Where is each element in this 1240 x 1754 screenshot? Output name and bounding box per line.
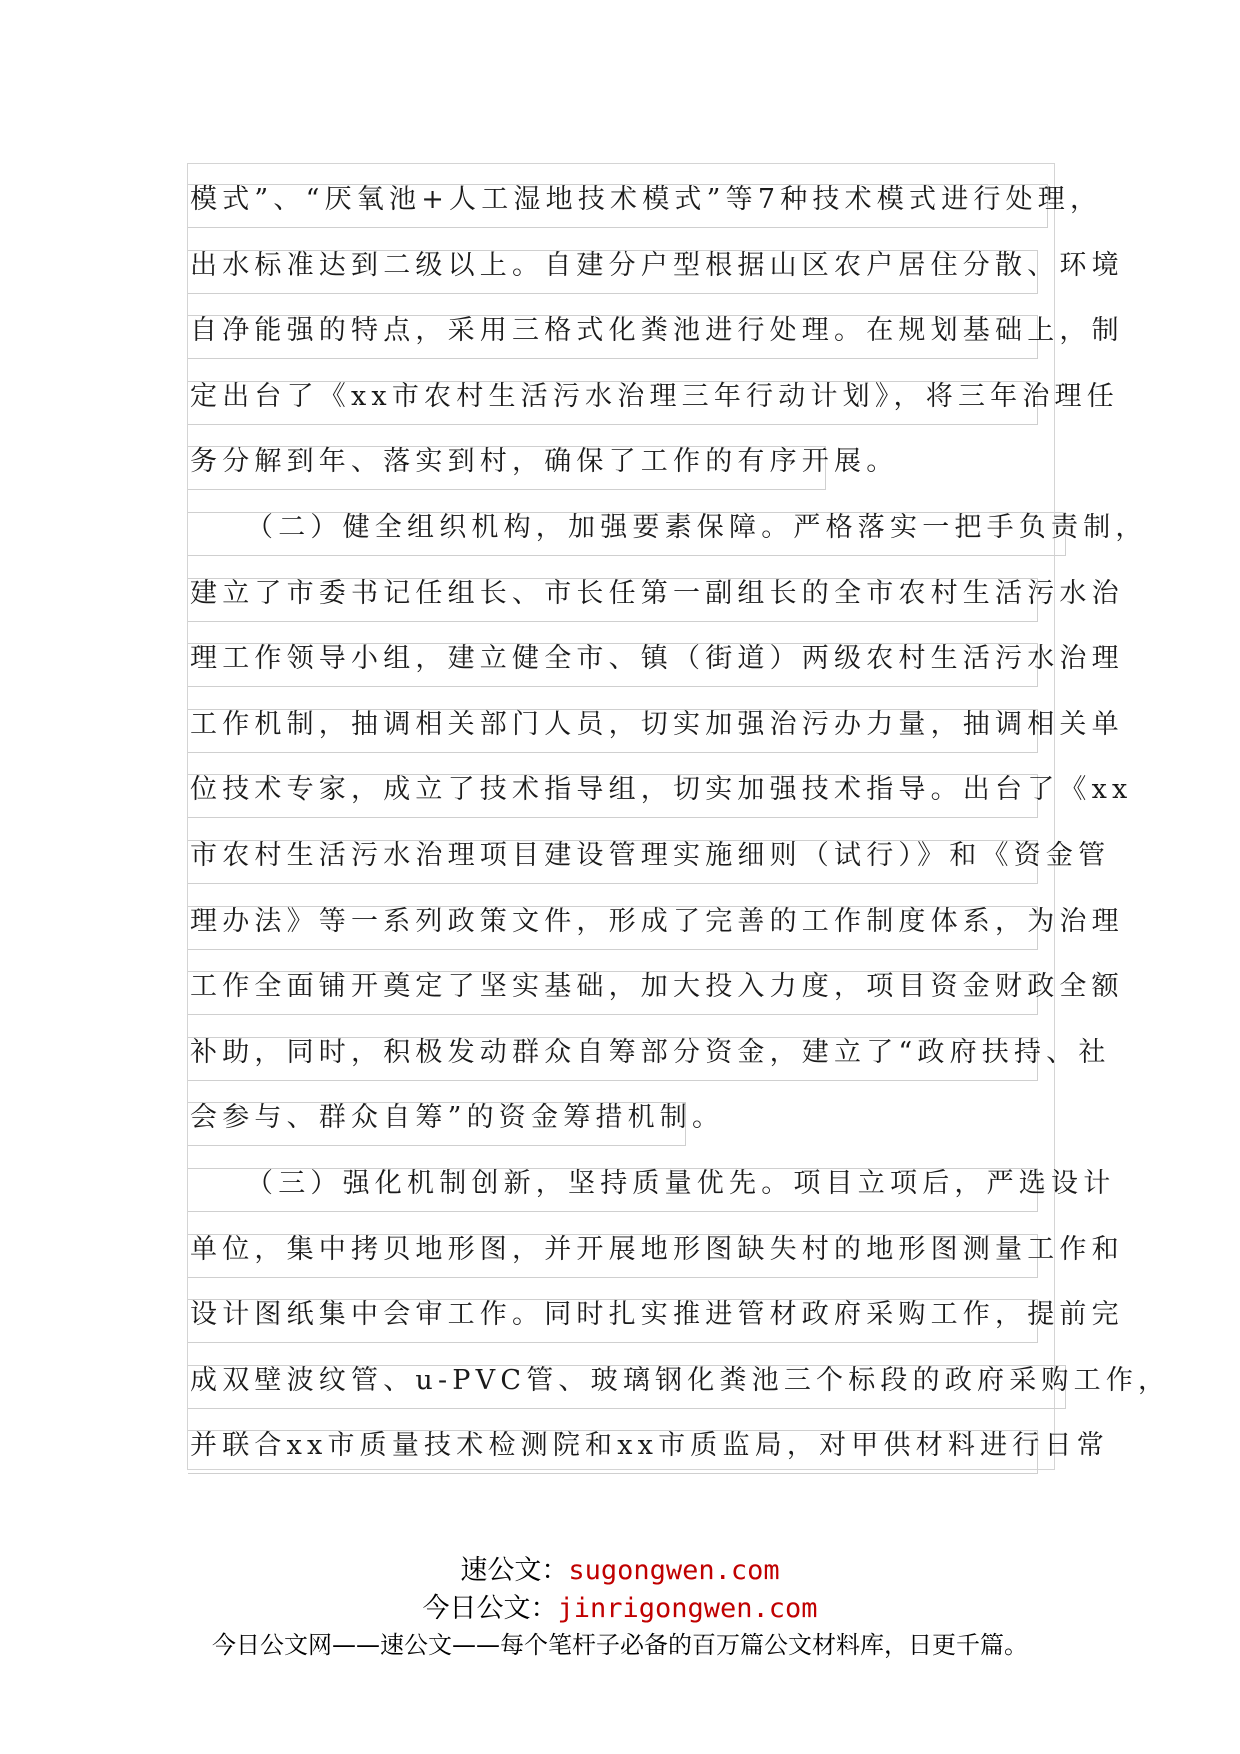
line-text: 工作全面铺开奠定了坚实基础，加大投入力度，项目资金财政全额 xyxy=(190,971,1124,1003)
text-line xyxy=(190,367,1119,433)
text-line xyxy=(190,629,1124,695)
text-line xyxy=(190,1351,1171,1417)
text-line xyxy=(190,826,1111,892)
line-text: 成双壁波纹管、u-PVC管、玻璃钢化粪池三个标段的政府采购工作， xyxy=(190,1364,1171,1396)
text-line xyxy=(190,957,1124,1023)
line-text: 定出台了《xx市农村生活污水治理三年行动计划》，将三年治理任 xyxy=(190,380,1119,412)
line-text: 单位，集中拷贝地形图，并开展地形图缺失村的地形图测量工作和 xyxy=(190,1233,1124,1265)
text-line xyxy=(190,498,1148,564)
line-text: 模式”、“厌氧池+人工湿地技术模式”等7种技术模式进行处理， xyxy=(190,184,1103,215)
line-text: （三）强化机制创新，坚持质量优先。项目立项后，严选设计 xyxy=(246,1167,1116,1199)
text-line xyxy=(190,432,1070,498)
jinrigongwen-link[interactable]: jinrigongwen.com xyxy=(557,1593,818,1624)
footer-jinrigongwen xyxy=(0,1586,1240,1625)
line-text: 位技术专家，成立了技术指导组，切实加强技术指导。出台了《xx xyxy=(190,774,1133,806)
footer-sugongwen xyxy=(0,1548,1240,1587)
text-line xyxy=(190,1023,1111,1089)
line-text: 建立了市委书记任组长、市长任第一副组长的全市农村生活污水治 xyxy=(190,577,1124,609)
text-line xyxy=(190,1220,1124,1286)
text-line xyxy=(190,1285,1124,1351)
line-text: 理工作领导小组，建立健全市、镇（街道）两级农村生活污水治理 xyxy=(190,643,1124,675)
text-line xyxy=(190,301,1124,367)
line-text: 理办法》等一系列政策文件，形成了完善的工作制度体系，为治理 xyxy=(190,905,1124,937)
line-text: （二）健全组织机构，加强要素保障。严格落实一把手负责制， xyxy=(246,511,1148,543)
footer-tagline: 今日公文网——速公文——每个笔杆子必备的百万篇公文材料库，日更千篇。 xyxy=(212,1631,1028,1659)
text-line xyxy=(190,1088,1070,1154)
text-line xyxy=(190,1154,1116,1220)
line-text: 补助，同时，积极发动群众自筹部分资金，建立了“政府扶持、社 xyxy=(190,1036,1111,1068)
line-text: 市农村生活污水治理项目建设管理实施细则（试行）》和《资金管 xyxy=(190,839,1111,871)
text-line xyxy=(190,564,1124,630)
text-line xyxy=(190,236,1124,302)
document-body xyxy=(190,170,1171,1482)
sugongwen-link[interactable]: sugongwen.com xyxy=(568,1555,780,1586)
line-text: 务分解到年、落实到村，确保了工作的有序开展。 xyxy=(190,446,899,478)
text-line xyxy=(190,1416,1109,1482)
line-text: 自净能强的特点，采用三格式化粪池进行处理。在规划基础上，制 xyxy=(190,315,1124,347)
text-line xyxy=(190,170,1103,236)
line-text: 会参与、群众自筹”的资金筹措机制。 xyxy=(190,1102,725,1134)
line-text: 工作机制，抽调相关部门人员，切实加强治污办力量，抽调相关单 xyxy=(190,708,1124,740)
line-text: 并联合xx市质量技术检测院和xx市质监局，对甲供材料进行日常 xyxy=(190,1430,1109,1462)
line-text: 设计图纸集中会审工作。同时扎实推进管材政府采购工作，提前完 xyxy=(190,1299,1124,1331)
footer-label: 速公文： xyxy=(460,1555,569,1586)
text-line xyxy=(190,892,1124,958)
text-line xyxy=(190,760,1133,826)
footer-label: 今日公文： xyxy=(422,1593,558,1624)
line-text: 出水标准达到二级以上。自建分户型根据山区农户居住分散、环境 xyxy=(190,249,1124,281)
text-line xyxy=(190,695,1124,761)
